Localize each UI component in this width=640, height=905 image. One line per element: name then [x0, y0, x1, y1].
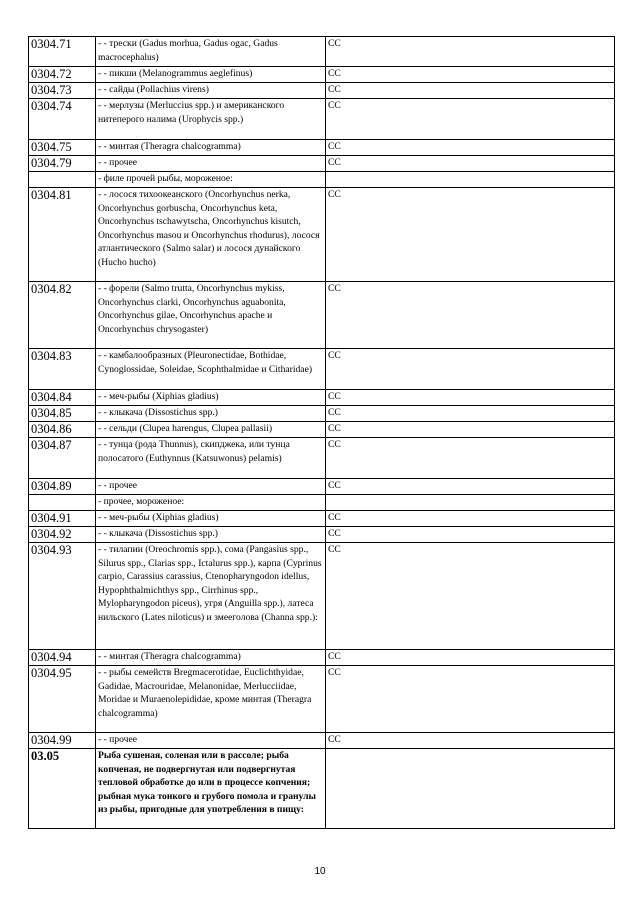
description-cell: - - прочее — [96, 733, 326, 749]
regime-cell: СС — [326, 479, 615, 495]
description-cell: - - минтая (Theragra chalcogramma) — [96, 650, 326, 666]
hs-code-cell: 0304.79 — [29, 156, 96, 172]
table-row-subheading — [29, 495, 615, 511]
description-cell: - филе прочей рыбы, мороженое: — [96, 172, 326, 188]
description-cell: - - меч-рыбы (Xiphias gladius) — [96, 390, 326, 406]
regime-cell: СС — [326, 282, 615, 349]
hs-code-cell: 0304.71 — [29, 37, 96, 67]
table-row-0304-99 — [29, 733, 615, 749]
hs-code-cell: 0304.73 — [29, 83, 96, 99]
description-cell: - - лосося тихоокеанского (Oncorhynchus nerka, Oncorhynchus gorbuscha, Oncorhynchus keta, Oncorhynchus tschawytscha, Oncorhynchus kisutch, Oncorhynchus masou и Oncorhynchus rhodurus), лосося атлантического (Salmo salar) и лосося дунайского (Hucho hucho) — [96, 188, 326, 282]
tariff-code-table — [28, 36, 615, 829]
regime-cell: СС — [326, 67, 615, 83]
description-cell: - - тилапии (Oreochromis spp.), сома (Pangasius spp., Silurus spp., Clarias spp., Ictalurus spp.), карпа (Cyprinus carpio, Carassius carassius, Ctenopharyngodon idellus, Hypophthalmichthys spp., Cirrhinus spp., Mylopharyngodon piceus), угря (Anguilla spp.), латеса нильского (Lates niloticus) и змееголова (Channa spp.): — [96, 543, 326, 650]
table-row-subheading — [29, 172, 615, 188]
table-row-0304-86 — [29, 422, 615, 438]
table-row-0304-82 — [29, 282, 615, 349]
table-row-0304-95 — [29, 666, 615, 733]
description-cell: - - сельди (Clupea harengus, Clupea pallasii) — [96, 422, 326, 438]
table-row-0304-74 — [29, 99, 615, 140]
regime-cell: СС — [326, 188, 615, 282]
table-row-03-05 — [29, 749, 615, 829]
regime-cell: СС — [326, 438, 615, 479]
table-row-0304-91 — [29, 511, 615, 527]
hs-code-cell — [29, 495, 96, 511]
regime-cell: СС — [326, 349, 615, 390]
regime-cell: СС — [326, 666, 615, 733]
hs-code-cell: 0304.89 — [29, 479, 96, 495]
regime-cell: СС — [326, 527, 615, 543]
regime-cell: СС — [326, 422, 615, 438]
description-cell: - - клыкача (Dissostichus spp.) — [96, 527, 326, 543]
description-cell: - - форели (Salmo trutta, Oncorhynchus mykiss, Oncorhynchus clarki, Oncorhynchus aguabonita, Oncorhynchus gilae, Oncorhynchus apache и Oncorhynchus chrysogaster) — [96, 282, 326, 349]
hs-code-cell: 0304.83 — [29, 349, 96, 390]
description-cell: - - прочее — [96, 479, 326, 495]
description-cell: - - камбалообразных (Pleuronectidae, Bothidae, Cynoglossidae, Soleidae, Scophthalmidae и Citharidae) — [96, 349, 326, 390]
regime-cell: СС — [326, 650, 615, 666]
table-row-0304-79 — [29, 156, 615, 172]
table-row-0304-73 — [29, 83, 615, 99]
description-cell: - - трески (Gadus morhua, Gadus ogac, Gadus macrocephalus) — [96, 37, 326, 67]
table-row-0304-85 — [29, 406, 615, 422]
table-row-0304-93 — [29, 543, 615, 650]
regime-cell: СС — [326, 390, 615, 406]
table-row-0304-87 — [29, 438, 615, 479]
hs-code-cell: 0304.99 — [29, 733, 96, 749]
description-cell: - - прочее — [96, 156, 326, 172]
hs-code-cell: 0304.95 — [29, 666, 96, 733]
hs-code-cell: 0304.92 — [29, 527, 96, 543]
table-row-0304-89 — [29, 479, 615, 495]
regime-cell: СС — [326, 83, 615, 99]
table-row-0304-75 — [29, 140, 615, 156]
description-cell: - прочее, мороженое: — [96, 495, 326, 511]
hs-code-cell: 0304.82 — [29, 282, 96, 349]
description-cell: - - сайды (Pollachius virens) — [96, 83, 326, 99]
regime-cell: СС — [326, 543, 615, 650]
hs-code-cell: 0304.75 — [29, 140, 96, 156]
regime-cell: СС — [326, 733, 615, 749]
table-row-0304-83 — [29, 349, 615, 390]
regime-cell: СС — [326, 99, 615, 140]
page-number: 10 — [314, 866, 326, 877]
table-row-0304-94 — [29, 650, 615, 666]
hs-code-cell: 0304.93 — [29, 543, 96, 650]
regime-cell: СС — [326, 156, 615, 172]
description-cell: - - мерлузы (Merluccius spp.) и американского нитеперого налима (Urophycis spp.) — [96, 99, 326, 140]
table-row-0304-81 — [29, 188, 615, 282]
description-cell: - - тунца (рода Thunnus), скипджека, или тунца полосатого (Euthynnus (Katsuwonus) pelamis) — [96, 438, 326, 479]
hs-code-cell — [29, 172, 96, 188]
description-cell: - - рыбы семейств Bregmacerotidae, Euclichthyidae, Gadidae, Macrouridae, Melanonidae, Merlucciidae, Moridae и Muraenolepididae, кроме минтая (Theragra chalcogramma) — [96, 666, 326, 733]
hs-code-cell: 0304.94 — [29, 650, 96, 666]
hs-code-cell: 0304.86 — [29, 422, 96, 438]
regime-cell: СС — [326, 37, 615, 67]
regime-cell: СС — [326, 140, 615, 156]
hs-code-cell: 0304.91 — [29, 511, 96, 527]
description-cell: - - минтая (Theragra chalcogramma) — [96, 140, 326, 156]
description-cell: - - пикши (Melanogrammus aeglefinus) — [96, 67, 326, 83]
table-row-0304-72 — [29, 67, 615, 83]
regime-cell — [326, 172, 615, 188]
regime-cell: СС — [326, 406, 615, 422]
hs-code-cell: 0304.87 — [29, 438, 96, 479]
table-body — [29, 37, 615, 829]
table-row-0304-92 — [29, 527, 615, 543]
hs-code-cell: 0304.72 — [29, 67, 96, 83]
description-cell: - - меч-рыбы (Xiphias gladius) — [96, 511, 326, 527]
table-row-0304-71 — [29, 37, 615, 67]
hs-code-cell: 0304.74 — [29, 99, 96, 140]
hs-code-cell: 0304.85 — [29, 406, 96, 422]
description-cell: - - клыкача (Dissostichus spp.) — [96, 406, 326, 422]
table-row-0304-84 — [29, 390, 615, 406]
regime-cell: СС — [326, 511, 615, 527]
hs-code-cell: 0304.81 — [29, 188, 96, 282]
regime-cell — [326, 495, 615, 511]
hs-code-cell: 03.05 — [29, 749, 96, 829]
hs-code-cell: 0304.84 — [29, 390, 96, 406]
regime-cell — [326, 749, 615, 829]
description-cell: Рыба сушеная, соленая или в рассоле; рыба копченая, не подвергнутая или подвергнутая тепловой обработке до или в процессе копчения; рыбная мука тонкого и грубого помола и гранулы из рыбы, пригодные для употребления в пищу: — [96, 749, 326, 829]
